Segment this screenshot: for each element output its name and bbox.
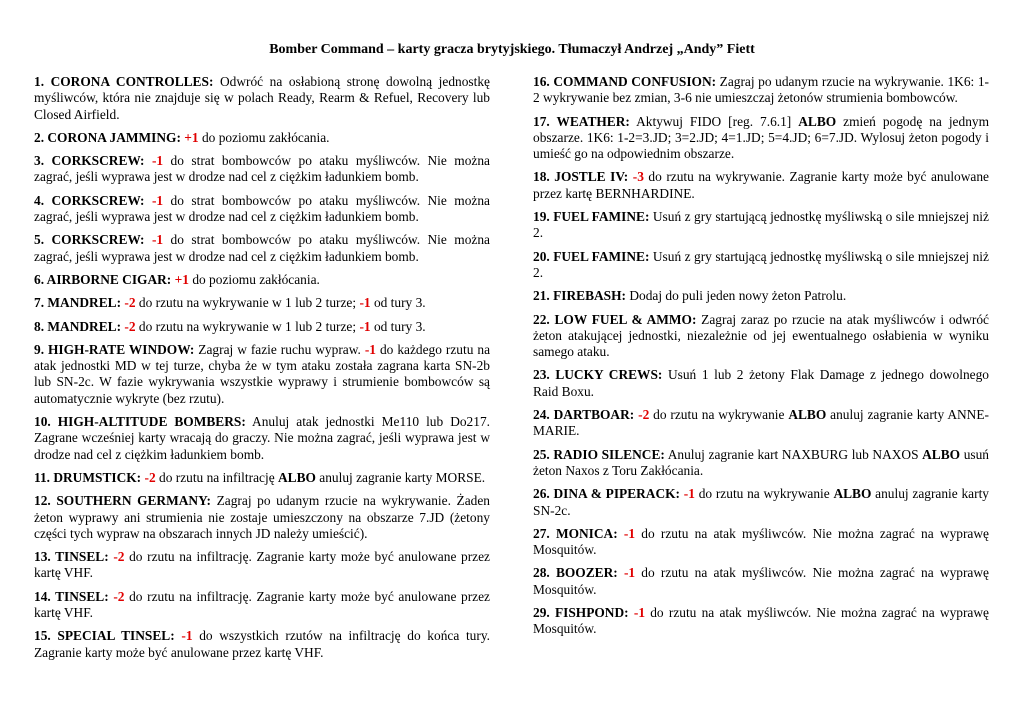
card-bold-text: ALBO	[922, 446, 961, 462]
card-text: do każdego rzutu na atak jednostki MD w tej turze, chyba że w tym ataku została zagrana karta SN-2b lub SN-2c. W fazie wykrywania wszystkie wyprawy i strumienie bombowców są automatycznie wykryte (bez rzutu).	[34, 341, 491, 406]
card-modifier: -1	[151, 232, 164, 248]
card-bold-text: ALBO	[798, 113, 837, 129]
card-bold-text: ALBO	[788, 407, 827, 423]
card-text	[145, 193, 152, 208]
card-bold-text: 28. BOOZER:	[533, 565, 618, 581]
card-text: do rzutu na atak myśliwców. Nie można zagrać na wyprawę Mosquitów.	[533, 565, 989, 597]
card-text: do rzutu na wykrywanie w 1 lub 2 turze;	[135, 318, 360, 334]
card-bold-text: 8. MANDREL:	[34, 318, 122, 334]
card-entry	[533, 74, 989, 107]
card-modifier: -1	[151, 192, 164, 208]
card-modifier: -1	[359, 295, 371, 311]
card-entry	[34, 272, 490, 288]
card-text: do rzutu na wykrywanie	[694, 486, 834, 502]
card-bold-text: 18. JOSTLE IV:	[533, 169, 629, 185]
card-modifier: -2	[638, 407, 650, 423]
card-entry	[34, 342, 490, 407]
card-modifier: -3	[632, 169, 644, 185]
card-text: od tury 3.	[370, 318, 426, 334]
card-text: do rzutu na atak myśliwców. Nie można zagrać na wyprawę Mosquitów.	[533, 605, 989, 637]
card-entry	[34, 493, 490, 542]
card-bold-text: 27. MONICA:	[533, 525, 618, 541]
card-bold-text: 12. SOUTHERN GERMANY:	[34, 493, 211, 509]
card-entry	[34, 589, 490, 622]
card-bold-text: 19. FUEL FAMINE:	[533, 209, 650, 225]
card-modifier: +1	[184, 129, 199, 145]
card-bold-text: ALBO	[833, 486, 872, 502]
card-bold-text: 7. MANDREL:	[34, 295, 122, 311]
card-bold-text: 20. FUEL FAMINE:	[533, 248, 650, 264]
card-text	[145, 153, 152, 168]
card-entry	[34, 74, 490, 123]
card-text: Zagraj po udanym rzucie na wykrywanie. Żaden żeton wyprawy ani strumienia nie zostaje umieszczony na obszarze 7.JD (żetony części tych wypraw na obszarach innych JD należy umieścić).	[34, 493, 491, 541]
card-bold-text: 13. TINSEL:	[34, 549, 109, 565]
card-bold-text: 11. DRUMSTICK:	[34, 469, 142, 485]
card-modifier: -2	[124, 295, 136, 311]
card-modifier: -2	[144, 469, 156, 485]
left-column	[34, 74, 490, 668]
card-entry	[533, 486, 989, 519]
card-text: anuluj zagranie karty MORSE.	[315, 469, 486, 485]
card-entry	[34, 130, 490, 146]
card-text: Usuń z gry startującą jednostkę myśliwską o sile mniejszej niż 2.	[533, 248, 989, 280]
card-text: do rzutu na wykrywanie	[649, 407, 789, 423]
card-entry	[533, 407, 989, 440]
card-text: do rzutu na infiltrację. Zagranie karty może być anulowane przez kartę VHF.	[34, 549, 490, 581]
card-modifier: -1	[359, 318, 371, 334]
card-entry	[533, 209, 989, 242]
card-bold-text: 4. CORKSCREW:	[34, 192, 145, 208]
card-modifier: -1	[683, 486, 695, 502]
card-text: Usuń 1 lub 2 żetony Flak Damage z jednego dowolnego Raid Boxu.	[533, 367, 989, 399]
card-modifier: +1	[174, 271, 189, 287]
card-text: do rzutu na infiltrację. Zagranie karty może być anulowane przez kartę VHF.	[34, 588, 490, 621]
card-bold-text: 5. CORKSCREW:	[34, 232, 145, 248]
card-entry	[34, 319, 490, 335]
card-text: zmień pogodę na jednym obszarze. 1K6: 1-2=3.JD; 3=2.JD; 4=1.JD; 5=4.JD; 6=7.JD. Wylosuj żeton pogody i umieść go na odpowiednim obszarze.	[533, 113, 989, 162]
card-text: do rzutu na infiltrację	[155, 469, 278, 485]
card-text: Odwróć na osłabioną stronę dowolną jednostkę myśliwców, która nie znajduje się w polach Ready, Rearm & Refuel, Recovery lub Closed Airfield.	[34, 74, 490, 122]
card-entry	[533, 114, 989, 163]
card-text: Zagraj po udanym rzucie na wykrywanie. 1K6: 1-2 wykrywanie bez zmian, 3-6 nie umieszczaj żetonów strumienia bombowców.	[533, 74, 989, 106]
card-modifier: -2	[124, 318, 136, 334]
card-bold-text: 1. CORONA CONTROLLES:	[34, 74, 214, 89]
page-title: Bomber Command – karty gracza brytyjskiego. Tłumaczył Andrzej „Andy” Fiett	[269, 42, 755, 57]
card-bold-text: 2. CORONA JAMMING:	[34, 129, 181, 145]
card-entry	[34, 628, 490, 661]
right-column	[533, 74, 989, 645]
card-text: anuluj zagranie karty ANNE-MARIE.	[533, 407, 989, 439]
card-bold-text: 26. DINA & PIPERACK:	[533, 486, 681, 502]
card-entry	[533, 526, 989, 559]
card-entry	[533, 169, 989, 202]
card-text	[145, 232, 152, 247]
card-text: Anuluj atak jednostki Me110 lub Do217. Zagrane wcześniej karty wracają do graczy. Nie można zagrać, jeśli wyprawa jest w drodze nad cel z ciężkim ładunkiem bomb.	[34, 414, 490, 462]
card-entry	[34, 549, 490, 582]
card-modifier: -1	[623, 565, 636, 581]
card-bold-text: 22. LOW FUEL & AMMO:	[533, 311, 697, 327]
card-text: Zagraj zaraz po rzucie na atak myśliwców i odwróć żeton atakującej jednostki, niezależnie od jej ewentualnego osłabienia w wyniku samego ataku.	[533, 311, 989, 360]
card-entry	[533, 312, 989, 361]
card-entry	[34, 193, 490, 226]
card-entry	[34, 232, 490, 265]
card-bold-text: 14. TINSEL:	[34, 588, 109, 604]
card-entry	[34, 295, 490, 311]
card-text: do poziomu zakłócania.	[198, 129, 330, 145]
card-modifier: -1	[181, 628, 193, 644]
card-entry	[533, 447, 989, 480]
card-entry	[533, 565, 989, 598]
card-text: Aktywuj FIDO [reg. 7.6.1]	[629, 113, 799, 129]
card-text: usuń żeton Naxos z Toru Zakłócania.	[533, 446, 989, 478]
card-text: od tury 3.	[370, 295, 426, 311]
card-text: do poziomu zakłócania.	[188, 271, 320, 287]
card-bold-text: 6. AIRBORNE CIGAR:	[34, 271, 172, 287]
card-bold-text: 24. DARTBOAR:	[533, 407, 635, 423]
card-entry	[533, 367, 989, 400]
card-text: anuluj zagranie karty SN-2c.	[533, 486, 989, 518]
card-text: Usuń z gry startującą jednostkę myśliwską o sile mniejszej niż 2.	[533, 209, 989, 241]
card-modifier: -2	[113, 588, 125, 604]
card-bold-text: 25. RADIO SILENCE:	[533, 446, 665, 462]
card-entry	[34, 470, 490, 486]
card-bold-text: 29. FISHPOND:	[533, 605, 629, 621]
card-entry	[34, 153, 490, 186]
card-text: do strat bombowców po ataku myśliwców. Nie można zagrać, jeśli wyprawa jest w drodze nad cel z ciężkim ładunkiem bomb.	[34, 232, 490, 264]
card-modifier: -1	[623, 525, 636, 541]
card-bold-text: 17. WEATHER:	[533, 113, 630, 129]
card-text: do rzutu na wykrywanie. Zagranie karty może być anulowane przez kartę BERNHARDINE.	[533, 169, 989, 201]
card-bold-text: 15. SPECIAL TINSEL:	[34, 628, 175, 644]
card-text: do rzutu na atak myśliwców. Nie można zagrać na wyprawę Mosquitów.	[533, 525, 989, 558]
card-entry	[533, 249, 989, 282]
card-modifier: -2	[113, 549, 125, 565]
card-text: do strat bombowców po ataku myśliwców. Nie można zagrać, jeśli wyprawa jest w drodze nad cel z ciężkim ładunkiem bomb.	[34, 192, 490, 225]
card-modifier: -1	[633, 605, 646, 621]
card-text: do wszystkich rzutów na infiltrację do końca tury. Zagranie karty może być anulowane przez kartę VHF.	[34, 628, 490, 660]
card-text: Zagraj w fazie ruchu wypraw.	[194, 341, 365, 357]
card-bold-text: 16. COMMAND CONFUSION:	[533, 74, 717, 89]
card-entry	[533, 288, 989, 304]
card-entry	[34, 414, 490, 463]
card-text: do rzutu na wykrywanie w 1 lub 2 turze;	[135, 295, 360, 311]
card-text: Anuluj zagranie kart NAXBURG lub NAXOS	[664, 446, 923, 462]
card-text: do strat bombowców po ataku myśliwców. Nie można zagrać, jeśli wyprawa jest w drodze nad cel z ciężkim ładunkiem bomb.	[34, 153, 490, 185]
card-modifier: -1	[151, 153, 164, 169]
card-text: Dodaj do puli jeden nowy żeton Patrolu.	[626, 288, 847, 304]
card-modifier: -1	[364, 341, 376, 357]
card-bold-text: 3. CORKSCREW:	[34, 153, 145, 169]
card-bold-text: 21. FIREBASH:	[533, 288, 627, 304]
card-bold-text: ALBO	[277, 469, 316, 485]
card-bold-text: 10. HIGH-ALTITUDE BOMBERS:	[34, 414, 246, 430]
card-bold-text: 9. HIGH-RATE WINDOW:	[34, 341, 195, 357]
card-entry	[533, 605, 989, 638]
card-bold-text: 23. LUCKY CREWS:	[533, 367, 663, 383]
